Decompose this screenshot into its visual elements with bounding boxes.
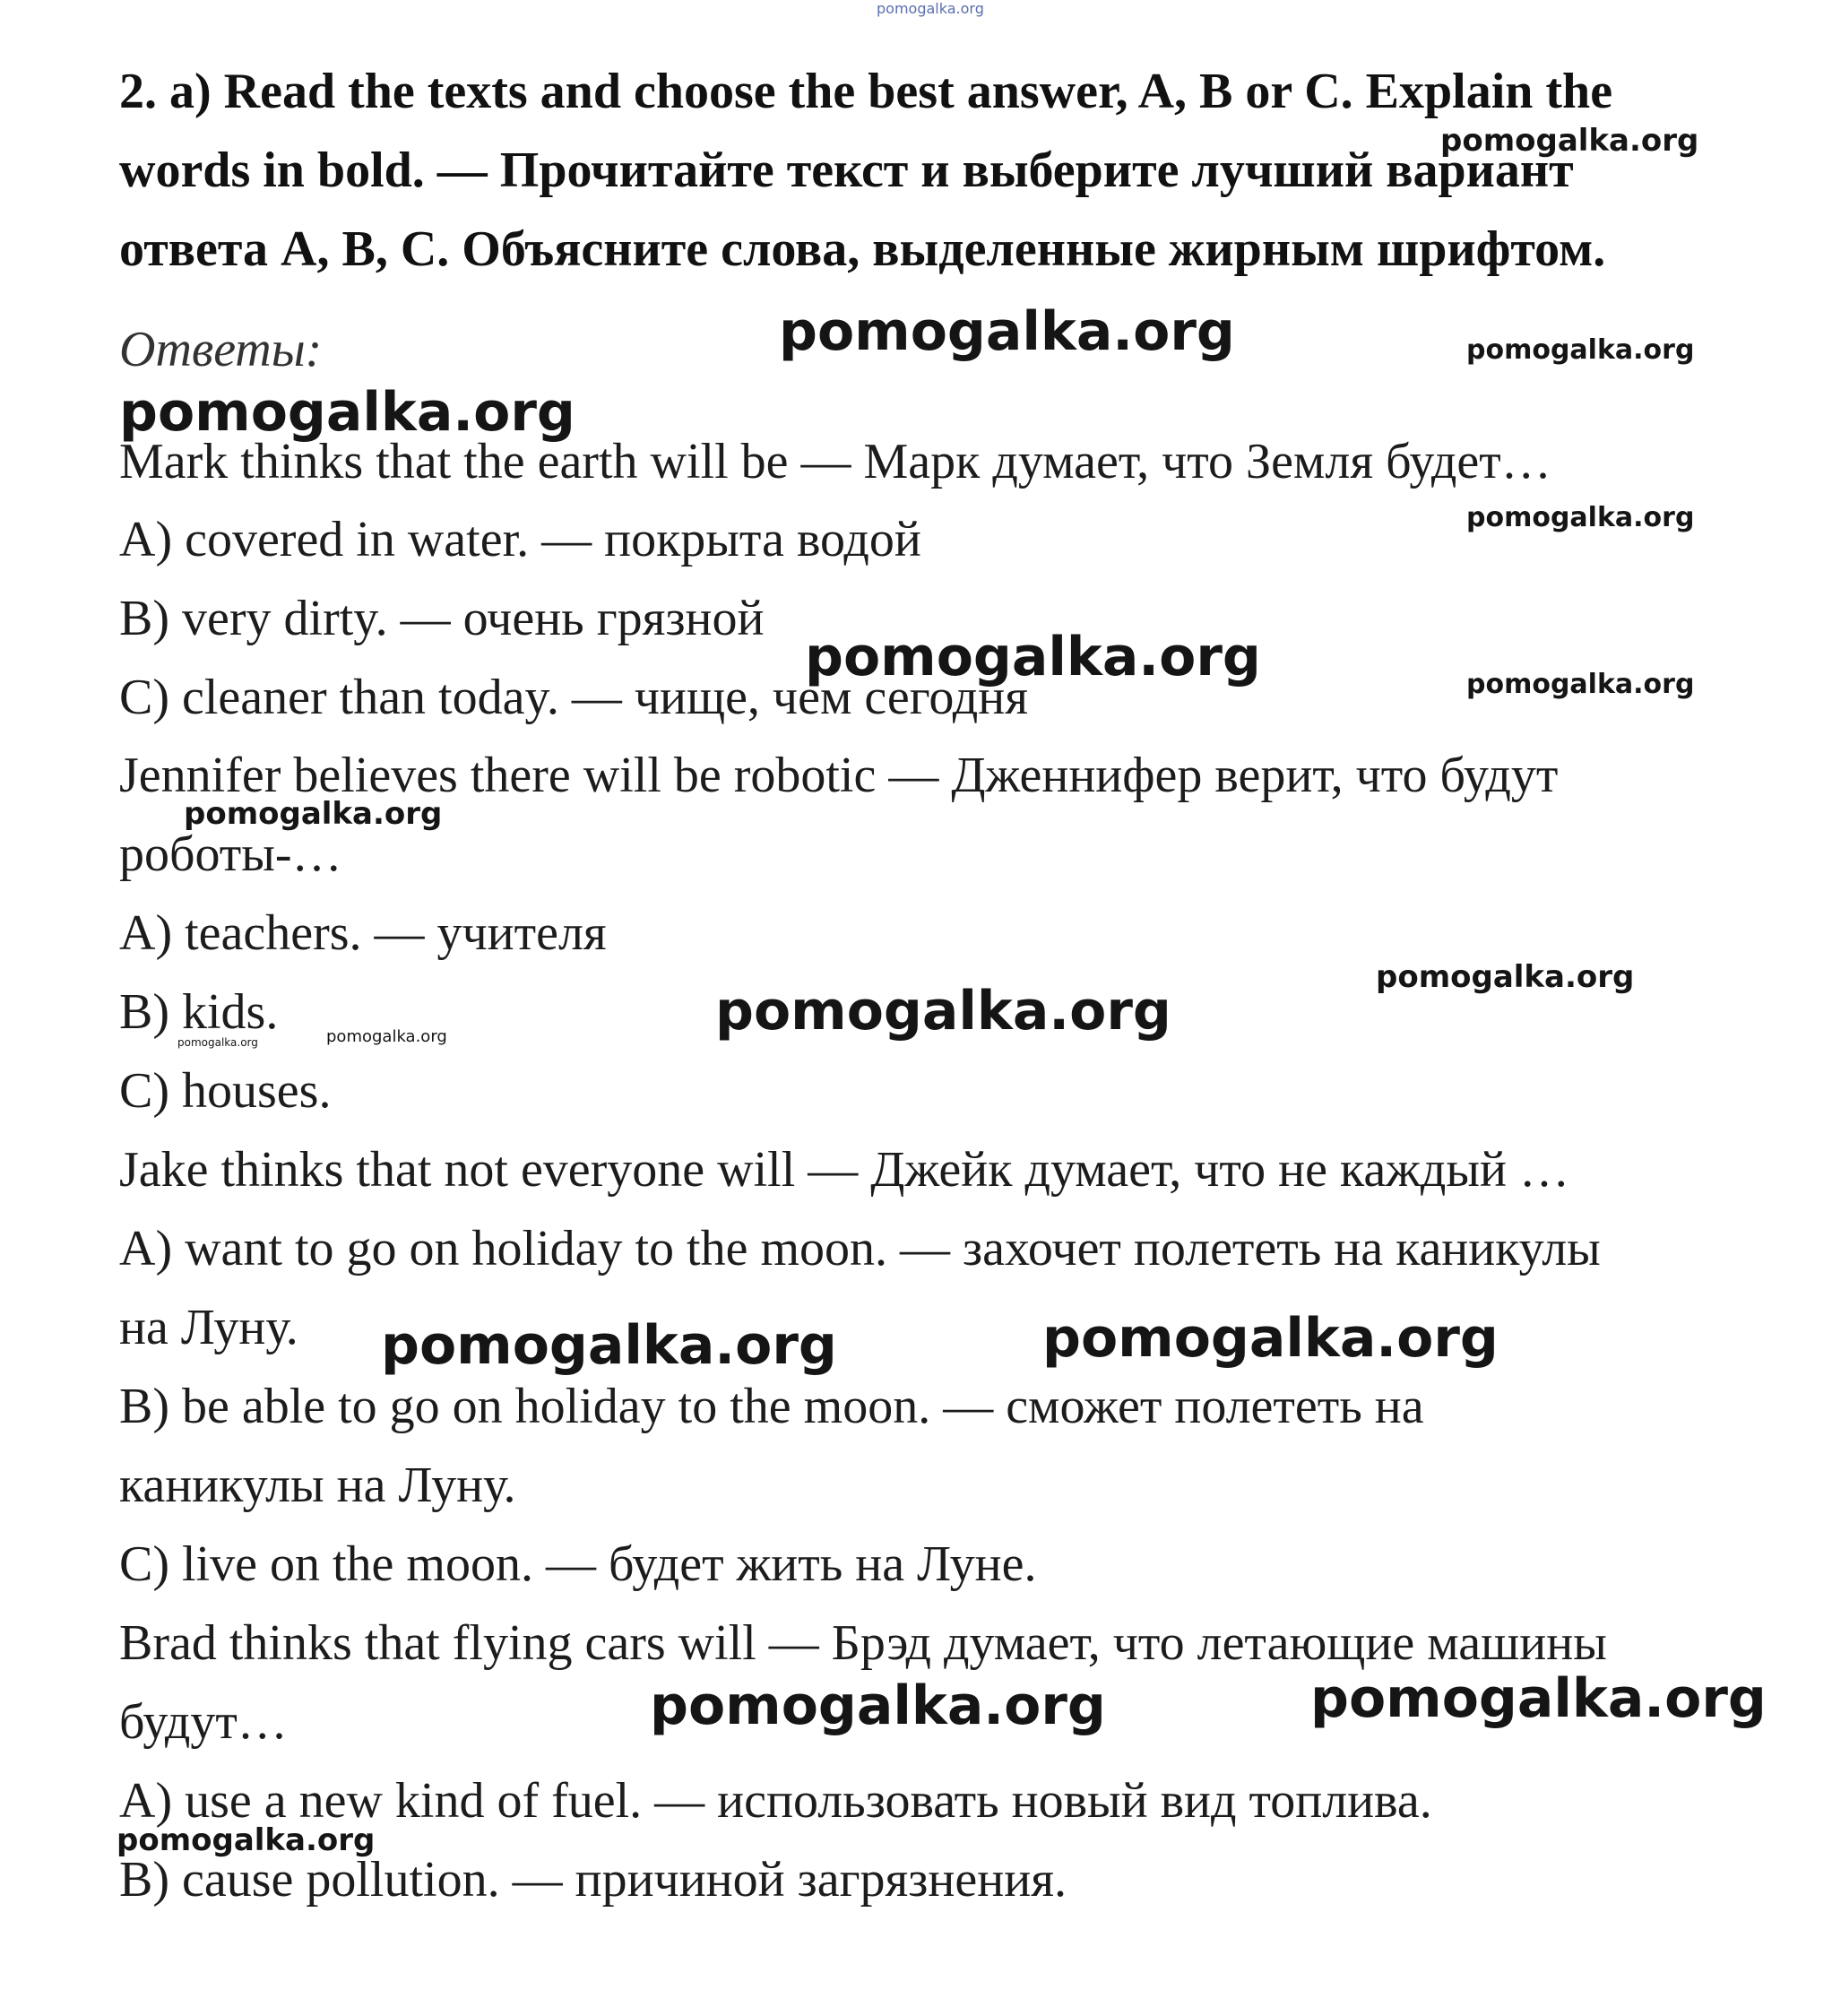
watermark: pomogalka.org — [177, 1036, 258, 1049]
watermark: pomogalka.org — [805, 626, 1261, 688]
option-line: C) live on the moon. — будет жить на Луне. — [119, 1536, 1037, 1592]
option-line: A) teachers. — учителя — [119, 905, 607, 961]
option-line: B) be able to go on holiday to the moon. — сможет полететь на — [119, 1379, 1424, 1434]
watermark: pomogalka.org — [381, 1314, 837, 1377]
question-line-continued: будут… — [119, 1694, 288, 1750]
watermark: pomogalka.org — [1466, 669, 1695, 700]
option-line: A) covered in water. — покрыта водой — [119, 512, 921, 567]
option-line: C) houses. — [119, 1063, 332, 1119]
question-line-mark: Mark thinks that the earth will be — Марк думает, что Земля будет… — [119, 434, 1551, 489]
option-line: B) cause pollution. — причиной загрязнения. — [119, 1852, 1067, 1908]
answers-label: Ответы: — [119, 322, 323, 377]
question-line-brad: Brad thinks that flying cars will — Брэд думает, что летающие машины — [119, 1615, 1607, 1671]
option-line: A) use a new kind of fuel. — использовать новый вид топлива. — [119, 1773, 1432, 1829]
watermark: pomogalka.org — [1440, 123, 1699, 159]
option-line: A) want to go on holiday to the moon. — захочет полететь на каникулы — [119, 1221, 1601, 1276]
question-line-jake: Jake thinks that not everyone will — Джейк думает, что не каждый … — [119, 1142, 1569, 1198]
option-line-continued: каникулы на Луну. — [119, 1458, 516, 1513]
question-line-jennifer: Jennifer believes there will be robotic — Дженнифер верит, что будут — [119, 748, 1559, 803]
watermark: pomogalka.org — [715, 980, 1171, 1043]
watermark: pomogalka.org — [1310, 1667, 1767, 1730]
question-line-continued: роботы-… — [119, 826, 342, 882]
option-line-continued: на Луну. — [119, 1300, 298, 1355]
watermark: pomogalka.org — [117, 1822, 376, 1858]
task-heading: 2. a) Read the texts and choose the best answer, A, B or C. Explain the words in bold. — Прочитайте текст и выберите лучший вариант ответа A, B, C. Объясните слова, выделенные жирным шрифтом. — [119, 64, 1613, 277]
watermark: pomogalka.org — [1376, 959, 1635, 995]
watermark: pomogalka.org — [184, 796, 443, 832]
watermark: pomogalka.org — [326, 1027, 447, 1046]
option-line: C) cleaner than today. — чище, чем сегодня — [119, 670, 1028, 725]
watermark: pomogalka.org — [119, 381, 575, 444]
watermark: pomogalka.org — [779, 300, 1235, 363]
watermark: pomogalka.org — [1466, 502, 1695, 533]
option-line: B) kids. — [119, 984, 279, 1040]
top-watermark: pomogalka.org — [877, 0, 984, 17]
watermark: pomogalka.org — [650, 1674, 1106, 1737]
option-line: B) very dirty. — очень грязной — [119, 591, 765, 646]
watermark: pomogalka.org — [1466, 334, 1695, 366]
watermark: pomogalka.org — [1042, 1307, 1499, 1370]
